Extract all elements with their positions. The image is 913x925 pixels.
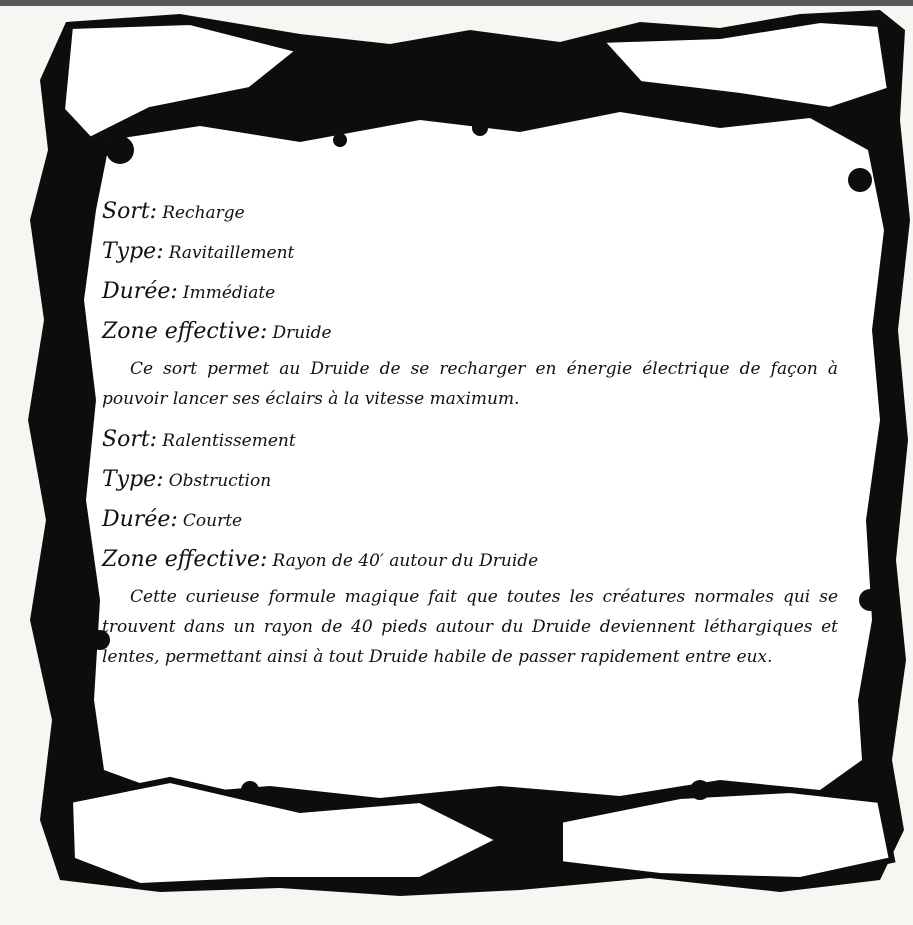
sort-value: Recharge <box>162 203 245 223</box>
zone-value: Druide <box>272 323 332 343</box>
zone-label: Zone effective: <box>102 547 268 572</box>
spell-list <box>102 192 838 678</box>
spell-name-line <box>102 192 838 232</box>
duree-value: Immédiate <box>182 283 276 303</box>
spell-type-line <box>102 232 838 272</box>
spell-description: Ce sort permet au Druide de se recharger en énergie électrique de façon à pouvoir lancer ses éclairs à la vitesse maximum. <box>102 359 838 409</box>
sort-value: Ralentissement <box>162 431 296 451</box>
type-value: Ravitaillement <box>168 243 295 263</box>
type-label: Type: <box>102 467 164 492</box>
spell-zone-line <box>102 540 838 580</box>
spell-description: Cette curieuse formule magique fait que toutes les créatures normales qui se trouvent dans un rayon de 40 pieds autour du Druide deviennent léthargiques et lentes, permettant ainsi à tout Druide habile de passer rapidement entre eux. <box>102 587 838 667</box>
spell-duration-line <box>102 500 838 540</box>
spell-entry-ralentissement <box>102 420 838 672</box>
zone-label: Zone effective: <box>102 319 268 344</box>
duree-value: Courte <box>182 511 243 531</box>
duree-label: Durée: <box>102 507 178 532</box>
zone-value: Rayon de 40′ autour du Druide <box>272 551 539 571</box>
sort-label: Sort: <box>102 199 158 224</box>
spell-type-line <box>102 460 838 500</box>
duree-label: Durée: <box>102 279 178 304</box>
type-value: Obstruction <box>168 471 272 491</box>
sort-label: Sort: <box>102 427 158 452</box>
spell-entry-recharge <box>102 192 838 414</box>
spell-duration-line <box>102 272 838 312</box>
spell-name-line <box>102 420 838 460</box>
spell-zone-line <box>102 312 838 352</box>
type-label: Type: <box>102 239 164 264</box>
